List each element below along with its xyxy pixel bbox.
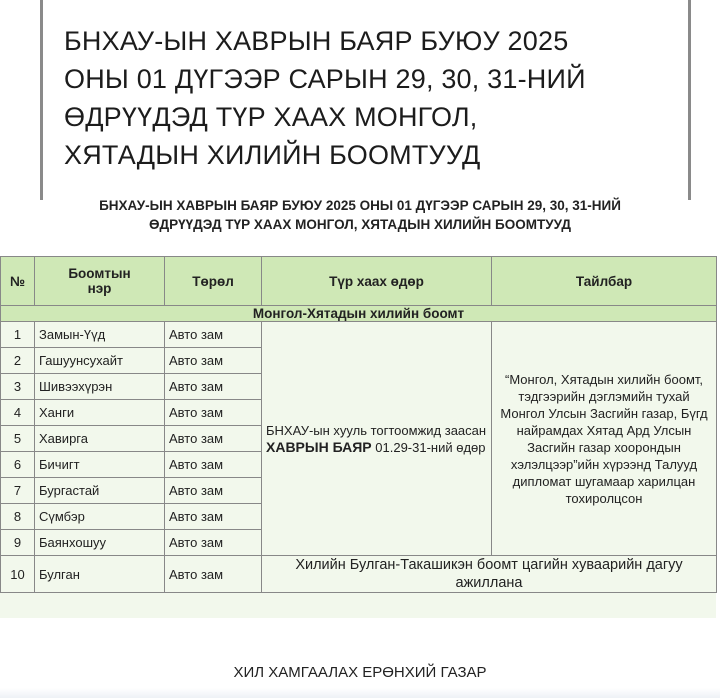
closed-date-text: БНХАУ-ын хууль тогтоомжид заасан xyxy=(266,422,487,438)
row-type: Авто зам xyxy=(165,504,262,530)
bottom-fade xyxy=(0,688,720,698)
row-port-name: Бичигт xyxy=(35,452,165,478)
section-row xyxy=(1,306,717,322)
row-num: 8 xyxy=(1,504,35,530)
footer-agency-name: ХИЛ ХАМГААЛАХ ЕРӨНХИЙ ГАЗАР xyxy=(233,664,487,681)
row-port-name: Ханги xyxy=(35,400,165,426)
row-port-name: Баянхошуу xyxy=(35,530,165,556)
row-num: 6 xyxy=(1,452,35,478)
row-num: 2 xyxy=(1,348,35,374)
headline-line: БНХАУ-ЫН ХАВРЫН БАЯР БУЮУ 2025 xyxy=(64,26,569,56)
left-border-line xyxy=(40,0,43,200)
row-port-name: Бургастай xyxy=(35,478,165,504)
closed-date-cell xyxy=(262,322,492,556)
row-num: 7 xyxy=(1,478,35,504)
headline xyxy=(64,22,664,174)
col-header-port-name-line1: Боомтын xyxy=(68,266,131,281)
row-num: 10 xyxy=(1,556,35,593)
row-num: 5 xyxy=(1,426,35,452)
col-header-port-name xyxy=(35,257,165,306)
row-type: Авто зам xyxy=(165,322,262,348)
table-row xyxy=(1,556,717,593)
row-port-name: Сүмбэр xyxy=(35,504,165,530)
row-type: Авто зам xyxy=(165,374,262,400)
table-title-line: БНХАУ-ЫН ХАВРЫН БАЯР БУЮУ 2025 ОНЫ 01 ДҮГЭЭР САРЫН 29, 30, 31-НИЙ xyxy=(99,198,621,213)
row-type: Авто зам xyxy=(165,426,262,452)
right-border-line xyxy=(688,0,691,200)
col-header-port-name-line2: нэр xyxy=(87,281,112,296)
border-ports-table xyxy=(0,256,717,593)
row-port-name: Шивээхүрэн xyxy=(35,374,165,400)
headline-line: ӨДРҮҮДЭД ТҮР ХААХ МОНГОЛ, xyxy=(64,102,478,132)
row-type: Авто зам xyxy=(165,452,262,478)
col-header-closed-date: Түр хаах өдөр xyxy=(262,257,492,306)
col-header-type: Төрөл xyxy=(165,257,262,306)
closed-date-text-end: 01.29-31-ний өдөр xyxy=(371,439,486,455)
row-port-name: Хавирга xyxy=(35,426,165,452)
row-type: Авто зам xyxy=(165,556,262,593)
closed-date-bold: ХАВРЫН БАЯР xyxy=(266,438,372,455)
col-header-note: Тайлбар xyxy=(492,257,717,306)
table-title-line: ӨДРҮҮДЭД ТҮР ХААХ МОНГОЛ, ХЯТАДЫН ХИЛИЙН БООМТУУД xyxy=(149,217,571,232)
row-type: Авто зам xyxy=(165,400,262,426)
section-title: Монгол-Хятадын хилийн боомт xyxy=(1,306,717,322)
row-type: Авто зам xyxy=(165,348,262,374)
last-row-note: Хилийн Булган-Такашикэн боомт цагийн хуваарийн дагуу ажиллана xyxy=(262,556,717,593)
row-num: 3 xyxy=(1,374,35,400)
row-type: Авто зам xyxy=(165,530,262,556)
row-port-name: Гашуунсухайт xyxy=(35,348,165,374)
table-header-row xyxy=(1,257,717,306)
note-cell: “Монгол, Хятадын хилийн боомт, тэдгээрийн дэглэмийн тухай Монгол Улсын Засгийн газар, Бүгд найрамдах Хятад Ард Улсын Засгийн газар хоорондын хэлэлцээр”ийн хүрээнд Талууд дипломат шугамаар харилцан тохиролцсон xyxy=(492,322,717,556)
border-ports-table-container xyxy=(0,256,716,618)
table-row xyxy=(1,322,717,348)
headline-line: ОНЫ 01 ДҮГЭЭР САРЫН 29, 30, 31-НИЙ xyxy=(64,64,586,94)
table-title xyxy=(0,196,720,234)
row-num: 9 xyxy=(1,530,35,556)
row-num: 4 xyxy=(1,400,35,426)
headline-line: ХЯТАДЫН ХИЛИЙН БООМТУУД xyxy=(64,140,481,170)
row-port-name: Замын-Үүд xyxy=(35,322,165,348)
col-header-num: № xyxy=(1,257,35,306)
row-num: 1 xyxy=(1,322,35,348)
row-type: Авто зам xyxy=(165,478,262,504)
row-port-name: Булган xyxy=(35,556,165,593)
